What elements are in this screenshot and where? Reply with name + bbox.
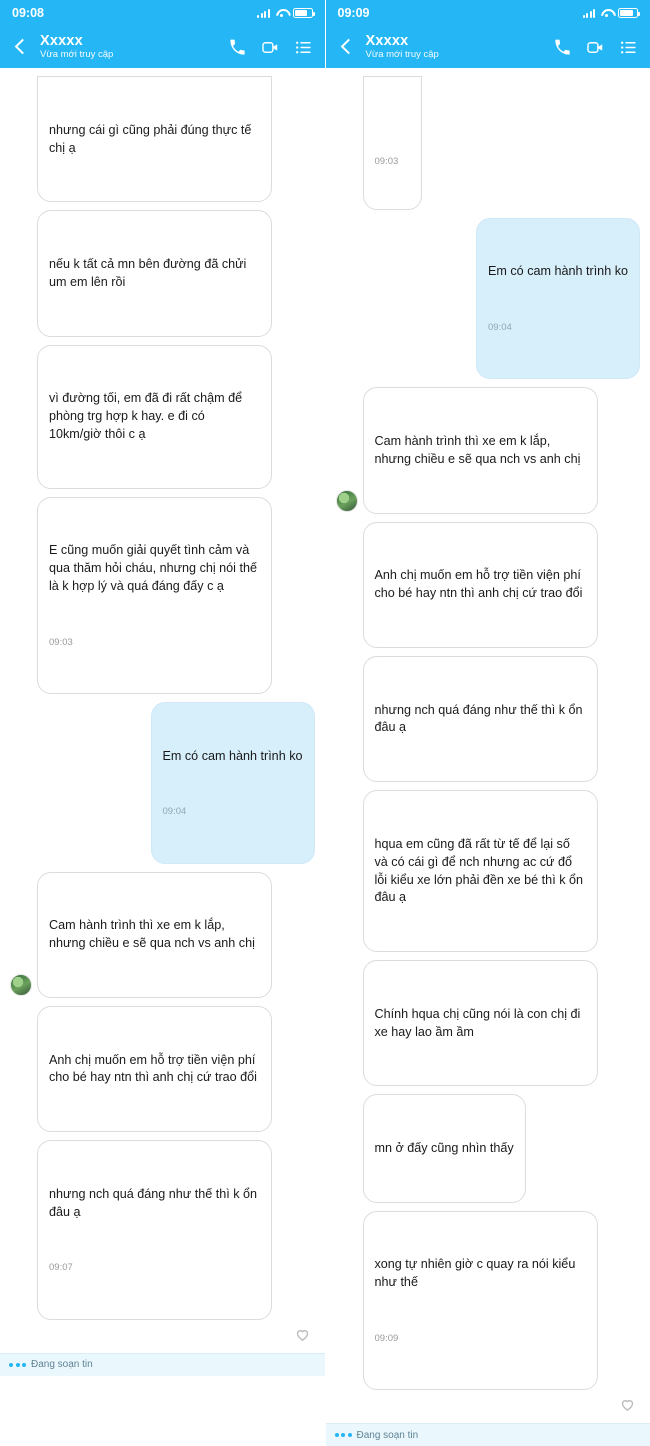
message-bubble[interactable]: [151, 702, 315, 864]
message-timestamp: 09:03: [375, 155, 410, 168]
message-row: [336, 522, 641, 648]
message-bubble[interactable]: [363, 960, 598, 1086]
video-camera-icon[interactable]: [585, 38, 606, 57]
message-bubble[interactable]: [363, 656, 598, 782]
chat-title-block[interactable]: [362, 33, 554, 62]
chat-contact-name: Xxxxx: [40, 33, 228, 50]
message-row: [336, 1211, 641, 1390]
list-menu-icon[interactable]: [619, 38, 638, 57]
avatar[interactable]: [336, 490, 358, 512]
chat-title-block[interactable]: [36, 33, 228, 62]
message-row: [336, 960, 641, 1086]
message-row: [336, 790, 641, 952]
message-row: [336, 1094, 641, 1202]
message-text: Em có cam hành trình ko: [163, 748, 303, 766]
message-timestamp: 09:03: [49, 636, 260, 649]
chat-header: [326, 26, 650, 68]
message-timestamp: 09:04: [488, 321, 628, 334]
message-timestamp: 09:09: [375, 1332, 586, 1345]
message-row: [336, 387, 641, 513]
message-text: nếu k tất cả mn bên đường đã chửi um em lên rồi: [49, 256, 260, 292]
phone-screen-left: [0, 0, 325, 650]
message-text: mn ở đấy cũng nhìn thấy: [375, 1140, 514, 1158]
message-thread-left[interactable]: [0, 68, 325, 1353]
message-text: xong tự nhiên giờ c quay ra nói kiểu như thế: [375, 1256, 586, 1292]
wifi-icon: [600, 8, 613, 18]
message-text: Cam hành trình thì xe em k lắp, nhưng chiều e sẽ qua nch vs anh chị: [375, 433, 586, 469]
message-row: [10, 1140, 315, 1319]
typing-dots-icon: [335, 1433, 352, 1437]
message-bubble[interactable]: [37, 210, 272, 336]
typing-label: Đang soạn tin: [357, 1430, 419, 1441]
message-text: E cũng muốn giải quyết tình cảm và qua thăm hỏi cháu, nhưng chị nói thế là k hợp lý và quá đáng đấy c ạ: [49, 542, 260, 596]
reaction-row: [10, 1326, 315, 1343]
message-bubble[interactable]: [37, 76, 272, 202]
heart-icon[interactable]: [619, 1396, 636, 1413]
message-bubble[interactable]: [37, 1140, 272, 1319]
chat-header: [0, 26, 325, 68]
message-thread-right[interactable]: [326, 68, 650, 1423]
avatar[interactable]: [10, 974, 32, 996]
screenshot-root: [0, 0, 650, 650]
message-bubble[interactable]: [37, 345, 272, 489]
status-time: 09:08: [12, 6, 44, 20]
chat-contact-name: Xxxxx: [366, 33, 554, 50]
typing-dots-icon: [9, 1363, 26, 1367]
message-row: [336, 656, 641, 782]
message-bubble[interactable]: [37, 497, 272, 694]
message-row: [10, 210, 315, 336]
message-row: [10, 345, 315, 489]
message-row: [10, 497, 315, 694]
message-bubble[interactable]: [363, 1094, 526, 1202]
message-bubble[interactable]: [37, 872, 272, 998]
back-arrow-icon[interactable]: [336, 36, 358, 58]
message-text: vì đường tối, em đã đi rất chậm để phòng trg hợp k hay. e đi có 10km/giờ thôi c ạ: [49, 390, 260, 444]
reaction-row: [336, 1396, 641, 1413]
message-bubble[interactable]: [363, 522, 598, 648]
status-bar: [326, 0, 650, 26]
status-bar: [0, 0, 325, 26]
message-bubble[interactable]: [363, 1211, 598, 1390]
typing-indicator-bar: [326, 1423, 650, 1446]
phone-icon[interactable]: [228, 38, 247, 57]
phone-screen-right: [325, 0, 650, 650]
message-text: Chính hqua chị cũng nói là con chị đi xe hay lao ầm ầm: [375, 1006, 586, 1042]
message-row: [336, 76, 641, 210]
message-text: nhưng cái gì cũng phải đúng thực tế chị ạ: [49, 122, 260, 158]
message-row: [10, 872, 315, 998]
status-time: 09:09: [338, 6, 370, 20]
message-timestamp: 09:04: [163, 805, 303, 818]
chat-contact-status: Vừa mới truy cập: [40, 50, 228, 61]
message-text: nhưng nch quá đáng như thế thì k ổn đâu ạ: [49, 1186, 260, 1222]
battery-icon: [618, 8, 638, 18]
message-text: nhưng nch quá đáng như thế thì k ổn đâu ạ: [375, 702, 586, 738]
message-bubble[interactable]: [37, 1006, 272, 1132]
message-text: Anh chị muốn em hỗ trợ tiền viện phí cho bé hay ntn thì anh chị cứ trao đổi: [49, 1052, 260, 1088]
message-row: [10, 702, 315, 864]
message-row: [10, 1006, 315, 1132]
message-text: Cam hành trình thì xe em k lắp, nhưng chiều e sẽ qua nch vs anh chị: [49, 917, 260, 953]
back-arrow-icon[interactable]: [10, 36, 32, 58]
message-text: hqua em cũng đã rất từ tế để lại số và có cái gì để nch nhưng ac cứ đổ lỗi kiểu xe lớn phải đền xe bé thì k ổn đâu ạ: [375, 836, 586, 908]
chat-contact-status: Vừa mới truy cập: [366, 50, 554, 61]
list-menu-icon[interactable]: [294, 38, 313, 57]
typing-indicator-bar: [0, 1353, 325, 1376]
message-bubble[interactable]: [363, 387, 598, 513]
wifi-icon: [275, 8, 288, 18]
video-camera-icon[interactable]: [260, 38, 281, 57]
message-bubble[interactable]: [363, 790, 598, 952]
message-timestamp: 09:07: [49, 1261, 260, 1274]
message-row: [336, 218, 641, 380]
message-row: [10, 76, 315, 202]
phone-icon[interactable]: [553, 38, 572, 57]
signal-bars-icon: [583, 8, 596, 18]
message-text: Anh chị muốn em hỗ trợ tiền viện phí cho bé hay ntn thì anh chị cứ trao đổi: [375, 567, 586, 603]
message-text: Em có cam hành trình ko: [488, 263, 628, 281]
message-bubble[interactable]: [363, 76, 422, 210]
battery-icon: [293, 8, 313, 18]
heart-icon[interactable]: [294, 1326, 311, 1343]
message-bubble[interactable]: [476, 218, 640, 380]
signal-bars-icon: [257, 8, 270, 18]
typing-label: Đang soạn tin: [31, 1359, 93, 1370]
